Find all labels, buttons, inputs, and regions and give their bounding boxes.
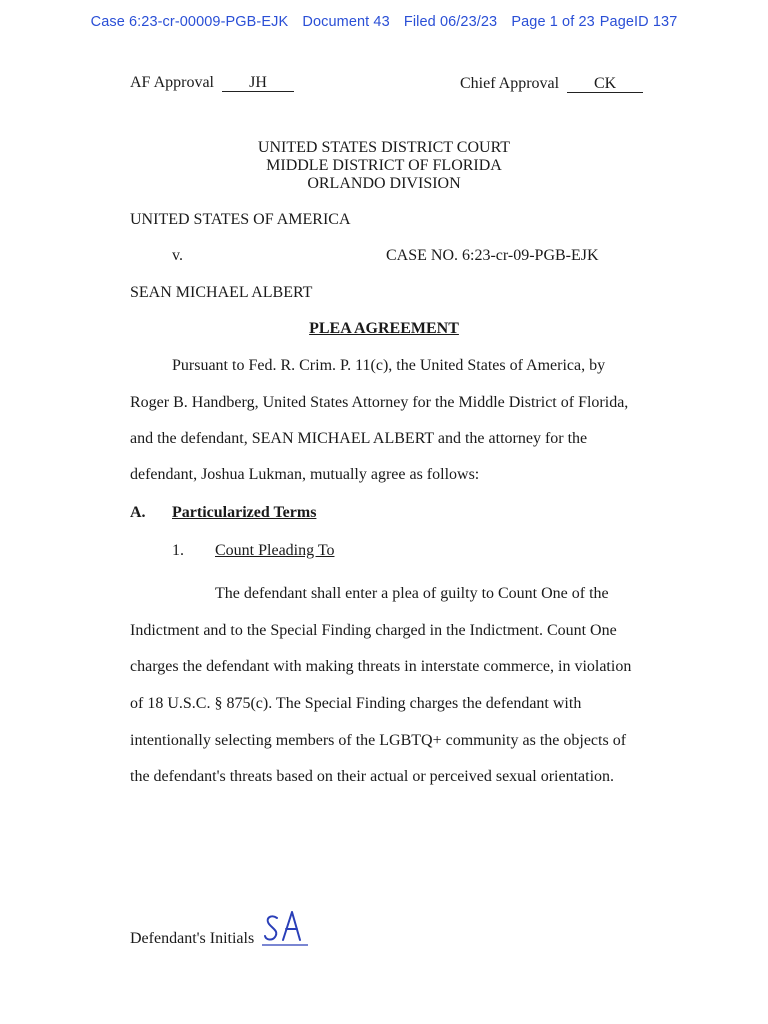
- paragraph-line: the defendant's threats based on their actual or perceived sexual orientation.: [130, 768, 615, 785]
- subsection-number: 1.: [172, 542, 184, 559]
- paragraph-line: The defendant shall enter a plea of guilty to Count One of the: [215, 585, 609, 602]
- court-name: UNITED STATES DISTRICT COURT: [257, 139, 511, 156]
- versus: v.: [172, 247, 183, 264]
- section-heading: Particularized Terms: [172, 504, 317, 521]
- af-approval-label: AF Approval: [130, 74, 214, 91]
- chief-approval-label: Chief Approval: [460, 75, 560, 92]
- subsection-heading: Count Pleading To: [215, 542, 335, 559]
- document-number-stamp: Document 43: [302, 14, 390, 30]
- handwritten-initials-signature: [262, 908, 310, 948]
- page-id-stamp: PageID 137: [599, 14, 678, 30]
- court-division: ORLANDO DIVISION: [307, 175, 461, 192]
- plaintiff-name: UNITED STATES OF AMERICA: [130, 211, 351, 228]
- filing-stamp: [0, 14, 768, 30]
- section-letter: A.: [130, 504, 146, 521]
- defendant-name: SEAN MICHAEL ALBERT: [130, 284, 313, 301]
- intro-line: defendant, Joshua Lukman, mutually agree as follows:: [130, 466, 480, 483]
- af-approval: [130, 74, 294, 92]
- intro-line: and the defendant, SEAN MICHAEL ALBERT and the attorney for the: [130, 430, 588, 447]
- intro-line: Roger B. Handberg, United States Attorney for the Middle District of Florida,: [130, 394, 629, 411]
- paragraph-line: Indictment and to the Special Finding charged in the Indictment. Count One: [130, 622, 617, 639]
- case-number-stamp: Case 6:23-cr-00009-PGB-EJK: [90, 14, 289, 30]
- page-count-stamp: Page 1 of 23: [511, 14, 595, 30]
- chief-approval: [460, 75, 643, 93]
- case-number: CASE NO. 6:23-cr-09-PGB-EJK: [386, 247, 599, 264]
- intro-line: Pursuant to Fed. R. Crim. P. 11(c), the United States of America, by: [172, 357, 606, 374]
- paragraph-line: of 18 U.S.C. § 875(c). The Special Finding charges the defendant with: [130, 695, 582, 712]
- paragraph-line: intentionally selecting members of the LGBTQ+ community as the objects of: [130, 732, 627, 749]
- chief-approval-initials: CK: [567, 76, 643, 93]
- court-district: MIDDLE DISTRICT OF FLORIDA: [266, 157, 502, 174]
- initials-label: Defendant's Initials: [130, 930, 255, 947]
- paragraph-line: charges the defendant with making threats in interstate commerce, in violation: [130, 658, 632, 675]
- document-title: PLEA AGREEMENT: [309, 320, 459, 337]
- filed-date-stamp: Filed 06/23/23: [403, 14, 498, 30]
- af-approval-initials: JH: [222, 75, 294, 92]
